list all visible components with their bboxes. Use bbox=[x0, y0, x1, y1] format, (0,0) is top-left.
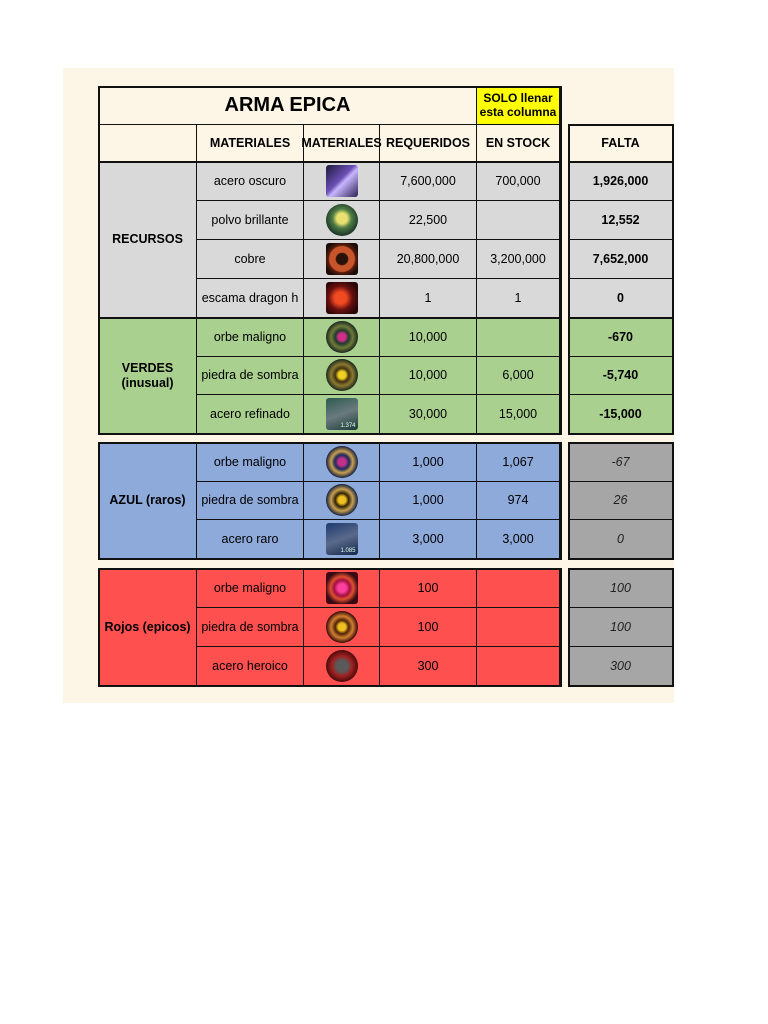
en-stock-input[interactable]: 15,000 bbox=[477, 395, 560, 434]
requeridos-value: 100 bbox=[380, 608, 477, 647]
requeridos-value: 300 bbox=[380, 647, 477, 686]
group-label: AZUL (raros) bbox=[99, 443, 197, 559]
requeridos-value: 1,000 bbox=[380, 482, 477, 521]
requeridos-value: 7,600,000 bbox=[380, 162, 477, 201]
material-name: acero heroico bbox=[197, 647, 304, 686]
falta-value: 0 bbox=[569, 279, 673, 318]
falta-value: 0 bbox=[569, 520, 673, 559]
en-stock-input[interactable]: 974 bbox=[477, 482, 560, 521]
material-name: acero raro bbox=[197, 520, 304, 559]
falta-value: -15,000 bbox=[569, 395, 673, 434]
falta-value: -670 bbox=[569, 318, 673, 357]
en-stock-input[interactable]: 1 bbox=[477, 279, 560, 318]
falta-value: -67 bbox=[569, 443, 673, 482]
header-materiales-icon: MATERIALES bbox=[304, 125, 380, 162]
requeridos-value: 100 bbox=[380, 569, 477, 608]
page-title: ARMA EPICA bbox=[99, 87, 477, 125]
icon-count: 1.374 bbox=[340, 423, 356, 430]
en-stock-input[interactable]: 3,000 bbox=[477, 520, 560, 559]
material-name: polvo brillante bbox=[197, 201, 304, 240]
group-label: VERDES (inusual) bbox=[99, 318, 197, 434]
icon-count: 1.085 bbox=[340, 548, 356, 555]
header-materiales: MATERIALES bbox=[197, 125, 304, 162]
requeridos-value: 20,800,000 bbox=[380, 240, 477, 279]
falta-value: 26 bbox=[569, 482, 673, 521]
material-name: acero refinado bbox=[197, 395, 304, 434]
material-name: piedra de sombra bbox=[197, 608, 304, 647]
material-name: piedra de sombra bbox=[197, 357, 304, 396]
requeridos-value: 3,000 bbox=[380, 520, 477, 559]
header-en-stock: EN STOCK bbox=[477, 125, 560, 162]
group-label: RECURSOS bbox=[99, 162, 197, 318]
falta-value: 1,926,000 bbox=[569, 162, 673, 201]
requeridos-value: 1,000 bbox=[380, 443, 477, 482]
group-label: Rojos (epicos) bbox=[99, 569, 197, 686]
material-name: piedra de sombra bbox=[197, 482, 304, 521]
falta-value: 300 bbox=[569, 647, 673, 686]
requeridos-value: 10,000 bbox=[380, 357, 477, 396]
falta-value: 12,552 bbox=[569, 201, 673, 240]
requeridos-value: 1 bbox=[380, 279, 477, 318]
material-name: acero oscuro bbox=[197, 162, 304, 201]
en-stock-input[interactable]: 700,000 bbox=[477, 162, 560, 201]
fill-note: SOLO llenar esta columna bbox=[477, 87, 560, 125]
en-stock-input[interactable]: 1,067 bbox=[477, 443, 560, 482]
falta-value: 7,652,000 bbox=[569, 240, 673, 279]
falta-value: -5,740 bbox=[569, 357, 673, 396]
requeridos-value: 10,000 bbox=[380, 318, 477, 357]
header-falta: FALTA bbox=[569, 125, 673, 162]
en-stock-input[interactable]: 6,000 bbox=[477, 357, 560, 396]
material-name: escama dragon h bbox=[197, 279, 304, 318]
falta-value: 100 bbox=[569, 569, 673, 608]
en-stock-input[interactable]: 3,200,000 bbox=[477, 240, 560, 279]
header-requeridos: REQUERIDOS bbox=[380, 125, 477, 162]
material-name: cobre bbox=[197, 240, 304, 279]
material-name: orbe maligno bbox=[197, 443, 304, 482]
requeridos-value: 30,000 bbox=[380, 395, 477, 434]
material-name: orbe maligno bbox=[197, 318, 304, 357]
material-name: orbe maligno bbox=[197, 569, 304, 608]
falta-value: 100 bbox=[569, 608, 673, 647]
requeridos-value: 22,500 bbox=[380, 201, 477, 240]
